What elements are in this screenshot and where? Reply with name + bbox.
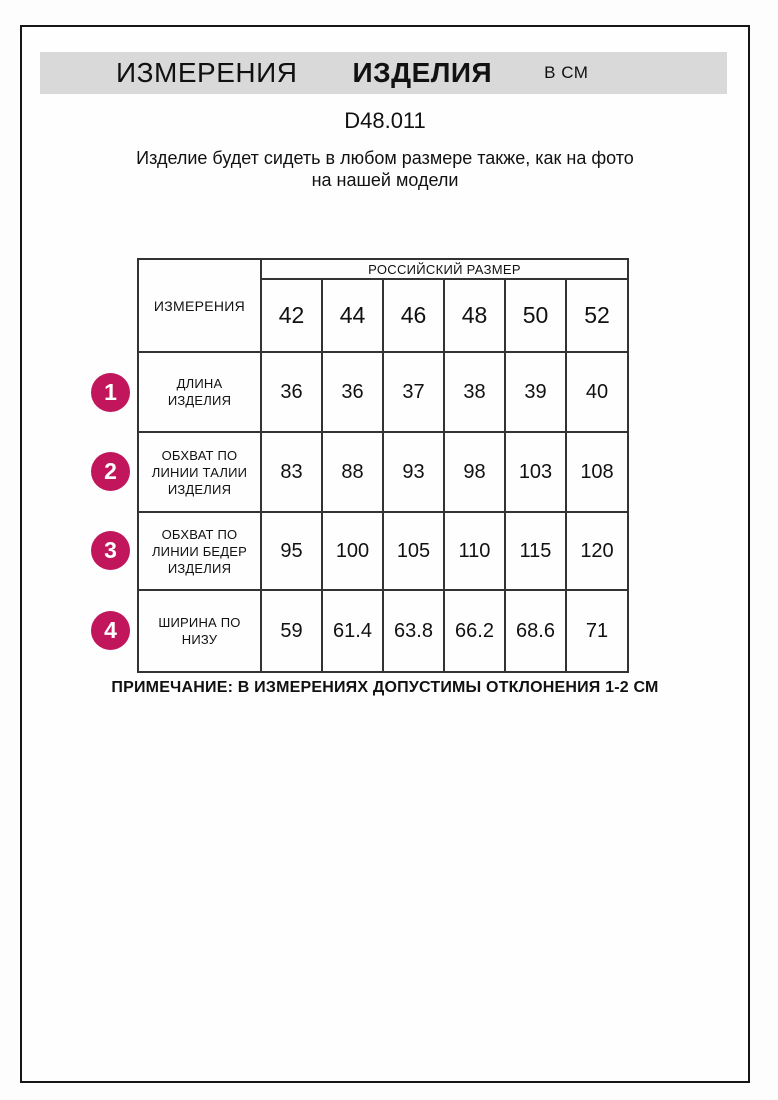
table-row-length: [138, 352, 628, 432]
corner-header-cell: ИЗМЕРЕНИЯ: [138, 259, 261, 352]
tolerance-note: ПРИМЕЧАНИЕ: В ИЗМЕРЕНИЯХ ДОПУСТИМЫ ОТКЛОНЕНИЯ 1-2 СМ: [111, 679, 659, 696]
value-cell: 120: [566, 512, 628, 590]
size-group-header: РОССИЙСКИЙ РАЗМЕР: [261, 259, 628, 279]
table-row-bottom-width: [138, 590, 628, 672]
product-code: D48.011: [344, 108, 426, 133]
title-measurements: ИЗМЕРЕНИЯ: [116, 57, 298, 88]
value-cell: 68.6: [505, 590, 566, 672]
title-unit: В СМ: [544, 63, 589, 82]
value-cell: 37: [383, 352, 444, 432]
title-product: ИЗДЕЛИЯ: [352, 57, 493, 88]
value-cell: 63.8: [383, 590, 444, 672]
size-header-cell: 46: [383, 279, 444, 352]
row-label: ОБХВАТ ПО ЛИНИИ ТАЛИИ ИЗДЕЛИЯ: [138, 432, 261, 512]
fit-subtitle-line1: Изделие будет сидеть в любом размере также, как на фото: [136, 148, 634, 168]
value-cell: 110: [444, 512, 505, 590]
size-table: [137, 258, 629, 673]
value-cell: 39: [505, 352, 566, 432]
row-label: ДЛИНА ИЗДЕЛИЯ: [138, 352, 261, 432]
value-cell: 36: [261, 352, 322, 432]
row-label: ОБХВАТ ПО ЛИНИИ БЕДЕР ИЗДЕЛИЯ: [138, 512, 261, 590]
value-cell: 38: [444, 352, 505, 432]
row-label: ШИРИНА ПО НИЗУ: [138, 590, 261, 672]
size-group-row: [138, 259, 628, 279]
size-header-cell: 48: [444, 279, 505, 352]
value-cell: 105: [383, 512, 444, 590]
value-cell: 95: [261, 512, 322, 590]
value-cell: 93: [383, 432, 444, 512]
fit-subtitle-line2: на нашей модели: [311, 170, 459, 190]
value-cell: 66.2: [444, 590, 505, 672]
table-row-waist: [138, 432, 628, 512]
row-number-badge-2: 2: [91, 452, 130, 491]
fit-subtitle: [20, 147, 750, 191]
value-cell: 100: [322, 512, 383, 590]
value-cell: 103: [505, 432, 566, 512]
title-bar: [40, 52, 727, 94]
row-number-badge-4: 4: [91, 611, 130, 650]
table-row-hips: [138, 512, 628, 590]
value-cell: 108: [566, 432, 628, 512]
value-cell: 59: [261, 590, 322, 672]
row-number-badge-1: 1: [91, 373, 130, 412]
value-cell: 98: [444, 432, 505, 512]
value-cell: 61.4: [322, 590, 383, 672]
value-cell: 40: [566, 352, 628, 432]
value-cell: 71: [566, 590, 628, 672]
value-cell: 36: [322, 352, 383, 432]
size-header-cell: 44: [322, 279, 383, 352]
size-header-cell: 42: [261, 279, 322, 352]
value-cell: 83: [261, 432, 322, 512]
value-cell: 88: [322, 432, 383, 512]
value-cell: 115: [505, 512, 566, 590]
row-number-badge-3: 3: [91, 531, 130, 570]
size-header-cell: 52: [566, 279, 628, 352]
size-header-cell: 50: [505, 279, 566, 352]
